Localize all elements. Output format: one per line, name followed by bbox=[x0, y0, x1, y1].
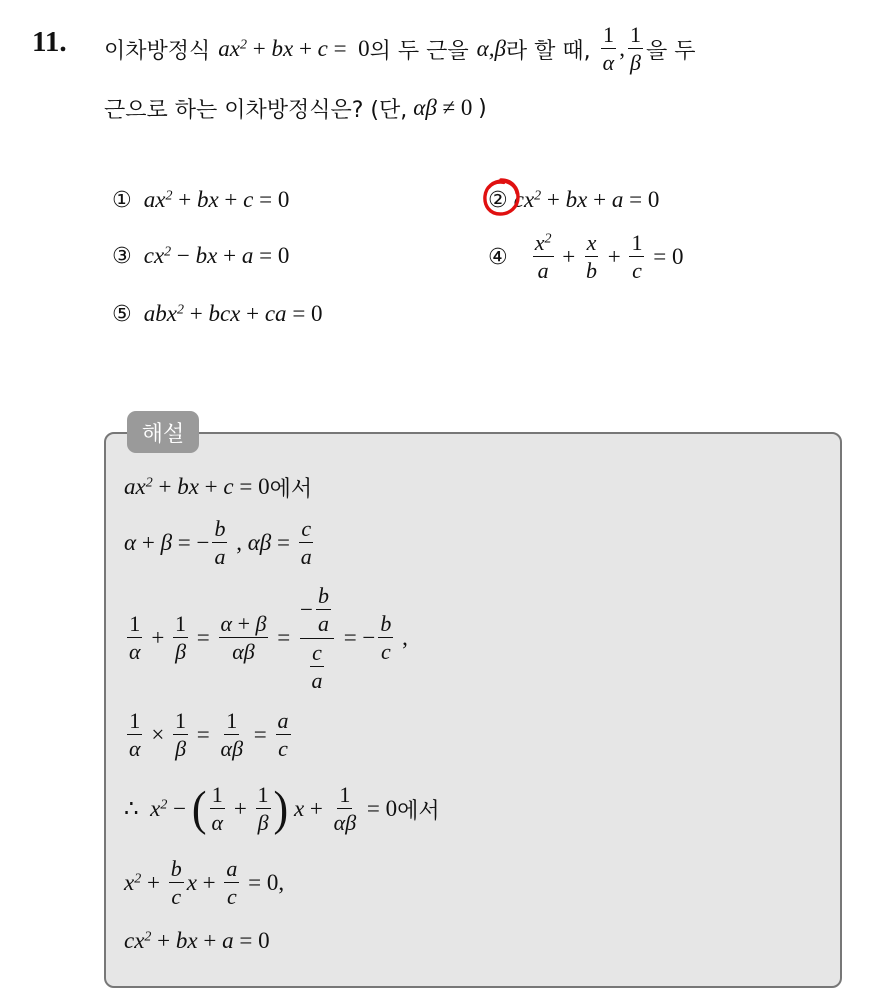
solution-line-1: $ax^2$ + bx + c = 0 에서 bbox=[124, 474, 313, 502]
fraction-1-over-alpha: $\frac{1}{\alpha}$ bbox=[602, 22, 615, 75]
question-line-1: 이차방정식 $ax^2$ + bx + c = 0 의 두 근을 α,β 라 할 때, $\frac{1}{\alpha}$ , $\frac{1}{\beta}$ 을 두 bbox=[104, 22, 696, 75]
question-text: 을 두 bbox=[645, 38, 696, 64]
question-text: 의 두 근을 bbox=[369, 38, 469, 64]
question-text: 근으로 하는 이차방정식은? (단, bbox=[104, 97, 408, 123]
option-5[interactable]: ⑤ abx$^2$ + bcx + ca = 0 bbox=[112, 301, 323, 327]
solution-line-4: $\frac{1}{\alpha}$ × $\frac{1}{\beta}$ = $\frac{1}{\alpha\beta}$ = $\frac{a}{c}$ bbox=[129, 708, 289, 761]
option-1[interactable]: ① $ax^2$ + bx + c = 0 bbox=[112, 187, 290, 213]
question-text: 이차방정식 bbox=[104, 38, 211, 64]
question-text: 라 할 때, bbox=[505, 38, 591, 64]
solution-line-2: α + β = − $\frac{b}{a}$ , αβ = $\frac{c}{a}$ bbox=[124, 516, 312, 569]
solution-line-6: $x^2$ + $\frac{b}{c}$ x + $\frac{a}{c}$ = 0, bbox=[124, 856, 285, 909]
option-2[interactable]: ② $cx^2$ + bx + a = 0 bbox=[488, 187, 660, 213]
solution-line-7: $cx^2$ + bx + a = 0 bbox=[124, 928, 270, 953]
solution-line-5: ∴ $x^2$ − ( $\frac{1}{\alpha}$ + $\frac{1}{\beta}$ ) x + $\frac{1}{\alpha\beta}$ = 0 에서 bbox=[124, 781, 440, 836]
answer-circle-mark bbox=[481, 177, 521, 217]
equation: $ax^2$ bbox=[218, 36, 247, 61]
question-line-2: 근으로 하는 이차방정식은? (단, αβ ≠ 0 ) bbox=[104, 92, 487, 124]
option-3[interactable]: ③ $cx^2$ − bx + a = 0 bbox=[112, 243, 290, 269]
roots: α,β bbox=[476, 36, 506, 61]
question-number: 11. bbox=[32, 26, 67, 58]
solution-line-3: $\frac{1}{\alpha}$ + $\frac{1}{\beta}$ = $\frac{\alpha + \beta}{\alpha\beta}$ = − $\frac{b}{a}$ $\frac{c}{a}$ = − $\frac{b}{c}$ , bbox=[129, 582, 408, 693]
fraction-1-over-beta: $\frac{1}{\beta}$ bbox=[629, 22, 641, 75]
option-4[interactable]: ④ $\frac{x^2}{a}$ + $\frac{x}{b}$ + $\frac{1}{c}$ = 0 bbox=[488, 230, 684, 283]
solution-tag: 해설 bbox=[127, 411, 199, 453]
condition: αβ bbox=[413, 95, 437, 120]
